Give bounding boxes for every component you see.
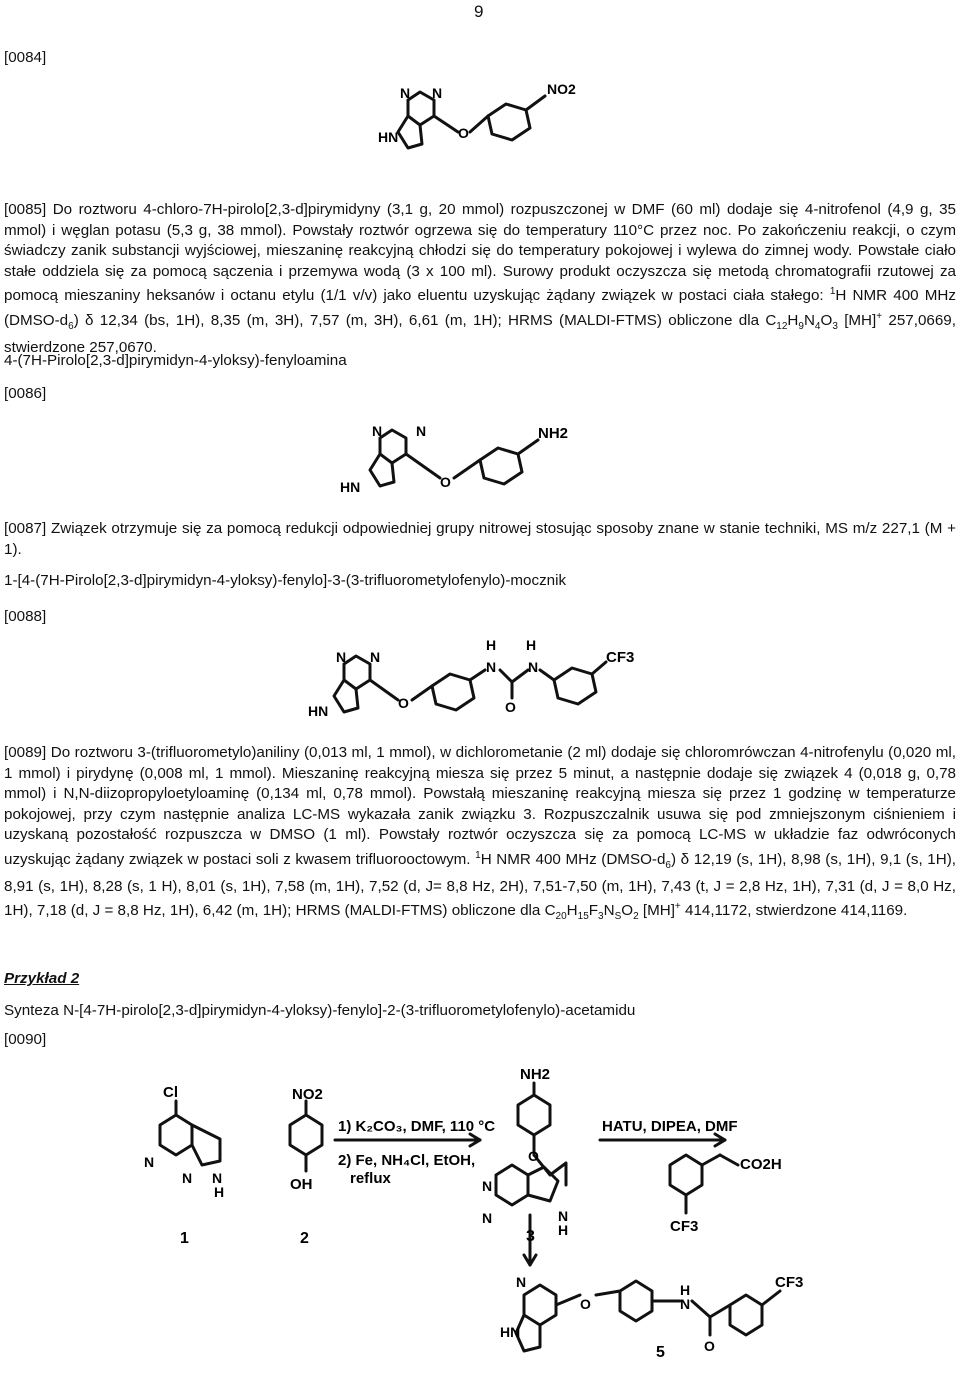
structure-aminophenoxy	[330, 412, 590, 507]
label-0084: [0084]	[4, 49, 47, 66]
atom-CF3-acid: CF3	[670, 1218, 699, 1235]
paragraph-0089: [0089] Do roztworu 3-(trifluorometylo)aniliny (0,013 ml, 1 mmol), w dichlorometanie (2 ml) dodaje się chloromrówczan 4-nitrofenylu (0,020 ml, 1 mmol) i pirydynę (0,008 ml, 1 mmol). Mieszaninę reakcyjną miesza się przez 5 minut, a następnie dodaje się związek 4 (0,018 g, 0,78 mmol) i N,N-diizopropyloetyloaminę (0,134 ml, 0,78 mmol). Powstałą mieszaninę reakcyjną miesza się przez 1 godzinę w temperaturze pokojowej, przy czym następnie analiza LC-MS wykazała zanik związku 3. Rozpuszczalnik usuwa się pod zmniejszonym ciśnieniem i uzyskaną pozostałość rozpuszcza w DMSO (1 ml). Powstały roztwór oczyszcza się za pomocą LC-MS w układzie faz odwróconych uzyskując żądany związek w postaci soli z kwasem trifluorooctowym. $^1$H NMR 400 MHz $(DMSO-d_6)$ δ 12,19 (s, 1H), 8,98 (s, 1H), 9,1 (s, 1H), 8,91 (s, 1H), 8,28 (s, 1 H), 8,01 (s, 1H), 7,58 (m, 1H), 7,52 (d, J= 8,8 Hz, 2H), 7,51-7,50 (m, 1H), 7,43 (t, J = 2,8 Hz, 1H), 7,31 (d, J = 8,0 Hz, 1H), 7,18 (d, J = 8,8 Hz, 1H), 6,42 (m, 1H); HRMS (MALDI-FTMS) obliczone dla $C_{20}H_{15}F_3N_SO_2$ [MH]+ 414,1172, stwierdzone 414,1169.	[4, 744, 956, 923]
atom-N-c5a: N	[516, 1274, 527, 1290]
tag-0085: [0085]	[4, 201, 47, 218]
atom-CF3: CF3	[606, 649, 635, 666]
synthesis-title: Synteza N-[4-7H-pirolo[2,3-d]pirymidyn-4-yloksy)-fenylo]-2-(3-trifluorometylofenylo)-acetamidu	[4, 1002, 636, 1019]
compound-number-3: 3	[526, 1228, 535, 1245]
atom-HN: HN	[378, 129, 399, 145]
atom-O-c5: O	[580, 1296, 591, 1312]
structure-urea	[300, 630, 640, 730]
atom-CO2H: CO2H	[740, 1156, 782, 1173]
text-0085: Do roztworu 4-chloro-7H-pirolo[2,3-d]pirymidyny (3,1 g, 20 mmol) rozpuszczonej w DMF (60 ml) dodaje się 4-nitrofenol (4,9 g, 35 mmol) i węglan potasu (5,3 g, 38 mmol). Powstały roztwór ogrzewa się do temperatury 110°C przez noc. Po zakończeniu reakcji, o czym świadczy zanik substancji wyjściowej, mieszaninę reakcyjną chłodzi się do temperatury pokojowej i wylewa do zimnej wody. Powstałe ciało stałe oddziela się za pomocą sączenia i przemywa wodą (3 x 100 ml). Surowy produkt oczyszcza się metodą chromatografii rzutowej za pomocą mieszaniny heksanów i octanu etylu (1/1 v/v) jako eluentu uzyskując żądany związek w postaci ciała stałego:	[4, 201, 956, 305]
atom-NH2-c3: NH2	[520, 1066, 551, 1083]
atom-N-c1b: N	[182, 1170, 193, 1186]
atom-H-c5: H	[680, 1282, 691, 1298]
paragraph-0085: [0085] Do roztworu 4-chloro-7H-pirolo[2,3-d]pirymidyny (3,1 g, 20 mmol) rozpuszczonej w DMF (60 ml) dodaje się 4-nitrofenol (4,9 g, 35 mmol) i węglan potasu (5,3 g, 38 mmol). Powstały roztwór ogrzewa się do temperatury 110°C przez noc. Po zakończeniu reakcji, o czym świadczy zanik substancji wyjściowej, mieszaninę reakcyjną chłodzi się do temperatury pokojowej i wylewa do zimnej wody. Powstałe ciało stałe oddziela się za pomocą sączenia i przemywa wodą (3 x 100 ml). Surowy produkt oczyszcza się metodą chromatografii rzutowej za pomocą mieszaniny heksanów i octanu etylu (1/1 v/v) jako eluentu uzyskując żądany związek w postaci ciała stałego: $^1$H NMR 400 MHz $(DMSO-d_6)$ δ 12,34 (bs, 1H), 8,35 (m, 3H), 7,57 (m, 3H), 6,61 (m, 1H); HRMS (MALDI-FTMS) obliczone dla $C_{12}H_9N_4O_3$ [MH]+ 257,0669, stwierdzone 257,0670.	[4, 201, 956, 356]
atom-N-c5b: N	[680, 1296, 691, 1312]
atom-H-c1: H	[214, 1184, 225, 1200]
final-0085: 257,0669, stwierdzone 257,0670.	[4, 312, 956, 356]
compound-name-2: 1-[4-(7H-Pirolo[2,3-d]pirymidyn-4-yloksy)-fenylo]-3-(3-trifluorometylofenylo)-mocznik	[4, 572, 567, 589]
atom-N1: N	[336, 649, 347, 665]
atom-NO2-c2: NO2	[292, 1086, 323, 1103]
compound-number-5: 5	[656, 1344, 665, 1361]
benzene-ring	[488, 104, 530, 140]
example-heading: Przykład 2	[4, 970, 80, 987]
nmr-0085: H NMR 400 MHz (DMSO-d	[4, 287, 956, 330]
reagent: HATU, DIPEA, DMF	[602, 1118, 738, 1135]
atom-N-c3b: N	[482, 1210, 493, 1226]
condition-2: 2) Fe, NH₄Cl, EtOH,	[338, 1152, 476, 1169]
label-0090: [0090]	[4, 1031, 47, 1048]
atom-N2: N	[416, 423, 427, 439]
atom-N-c1c: N	[212, 1170, 223, 1186]
atom-N3: N	[486, 659, 497, 675]
atom-NO2: NO2	[547, 81, 576, 97]
atom-H1: H	[486, 637, 497, 653]
nmr-0089: H NMR 400 MHz (DMSO-d	[480, 851, 666, 869]
atom-O: O	[440, 474, 451, 490]
atom-OH-c2: OH	[290, 1176, 313, 1193]
formula-tail-0085: [MH]	[844, 312, 877, 330]
atom-N2: N	[370, 649, 381, 665]
tag-0087: [0087]	[4, 520, 47, 537]
atom-N2: N	[432, 85, 443, 101]
atom-O-c3: O	[528, 1148, 539, 1164]
atom-N-c3a: N	[482, 1178, 493, 1194]
condition-3: reflux	[350, 1170, 391, 1187]
atom-HN: HN	[340, 479, 361, 495]
atom-H2: H	[526, 637, 537, 653]
text-0087: Związek otrzymuje się za pomocą redukcji odpowiedniej grupy nitrowej stosując sposoby znane w stanie techniki, MS m/z 227,1 (M + 1).	[4, 520, 956, 558]
atom-O: O	[398, 695, 409, 711]
label-0086: [0086]	[4, 385, 47, 402]
atom-N-c1a: N	[144, 1154, 155, 1170]
pyrimidine-ring	[408, 92, 434, 125]
reaction-scheme	[120, 1055, 840, 1373]
atom-NH2: NH2	[538, 425, 569, 442]
atom-O2: O	[505, 699, 516, 715]
atom-Cl: Cl	[163, 1084, 178, 1101]
atom-CF3-c5: CF3	[775, 1274, 804, 1291]
atom-N1: N	[400, 85, 411, 101]
structure-nitrophenoxy	[360, 70, 610, 185]
atom-N-c3c: N	[558, 1208, 569, 1224]
tag-0089: [0089]	[4, 744, 47, 761]
paragraph-0087	[4, 519, 956, 560]
atom-H-c3: H	[558, 1222, 569, 1238]
atom-N4: N	[528, 659, 539, 675]
text-0089: Do roztworu 3-(trifluorometylo)aniliny (0,013 ml, 1 mmol), w dichlorometanie (2 ml) dodaje się chloromrówczan 4-nitrofenylu (0,020 ml, 1 mmol) i pirydynę (0,008 ml, 1 mmol). Mieszaninę reakcyjną miesza się przez 5 minut, a następnie dodaje się związek 4 (0,018 g, 0,78 mmol) i N,N-diizopropyloetyloaminę (0,134 ml, 0,78 mmol). Powstałą mieszaninę reakcyjną miesza się przez 1 godzinę w temperaturze pokojowej, przy czym następnie analiza LC-MS wykazała zanik związku 3. Rozpuszczalnik usuwa się pod zmniejszonym ciśnieniem i uzyskaną pozostałość rozpuszcza w DMSO (1 ml). Powstały roztwór oczyszcza się za pomocą LC-MS w układzie faz odwróconych uzyskując żądany związek w postaci soli z kwasem trifluorooctowym.	[4, 744, 956, 869]
label-0088: [0088]	[4, 608, 47, 625]
nmr-text-0089: ) δ 12,19 (s, 1H), 8,98 (s, 1H), 9,1 (s, 1H), 8,91 (s, 1H), 8,28 (s, 1 H), 8,01 (s, 1H), 7,58 (m, 1H), 7,52 (d, J= 8,8 Hz, 2H), 7,51-7,50 (m, 1H), 7,43 (t, J = 2,8 Hz, 1H), 7,31 (d, J = 8,0 Hz, 1H), 7,18 (d, J = 8,8 Hz, 1H), 6,42 (m, 1H); HRMS (MALDI-FTMS) obliczone dla C	[4, 851, 956, 920]
compound-number-1: 1	[180, 1230, 189, 1247]
atom-O: O	[458, 125, 469, 141]
condition-1: 1) K₂CO₃, DMF, 110 °C	[338, 1118, 496, 1135]
page-number: 9	[474, 2, 484, 21]
nmr-text-0085: ) δ 12,34 (bs, 1H), 8,35 (m, 3H), 7,57 (m, 3H), 6,61 (m, 1H); HRMS (MALDI-FTMS) obliczone dla C	[73, 312, 777, 330]
pyrrole-ring	[398, 116, 422, 148]
atom-O2-c5: O	[704, 1338, 715, 1354]
compound-number-2: 2	[300, 1230, 309, 1247]
compound-name-1: 4-(7H-Pirolo[2,3-d]pirymidyn-4-yloksy)-fenyloamina	[4, 352, 347, 369]
atom-N1: N	[372, 423, 383, 439]
final-0089: 414,1172, stwierdzone 414,1169.	[685, 902, 908, 920]
atom-HN: HN	[308, 703, 329, 719]
atom-HN-c5: HN	[500, 1324, 521, 1340]
